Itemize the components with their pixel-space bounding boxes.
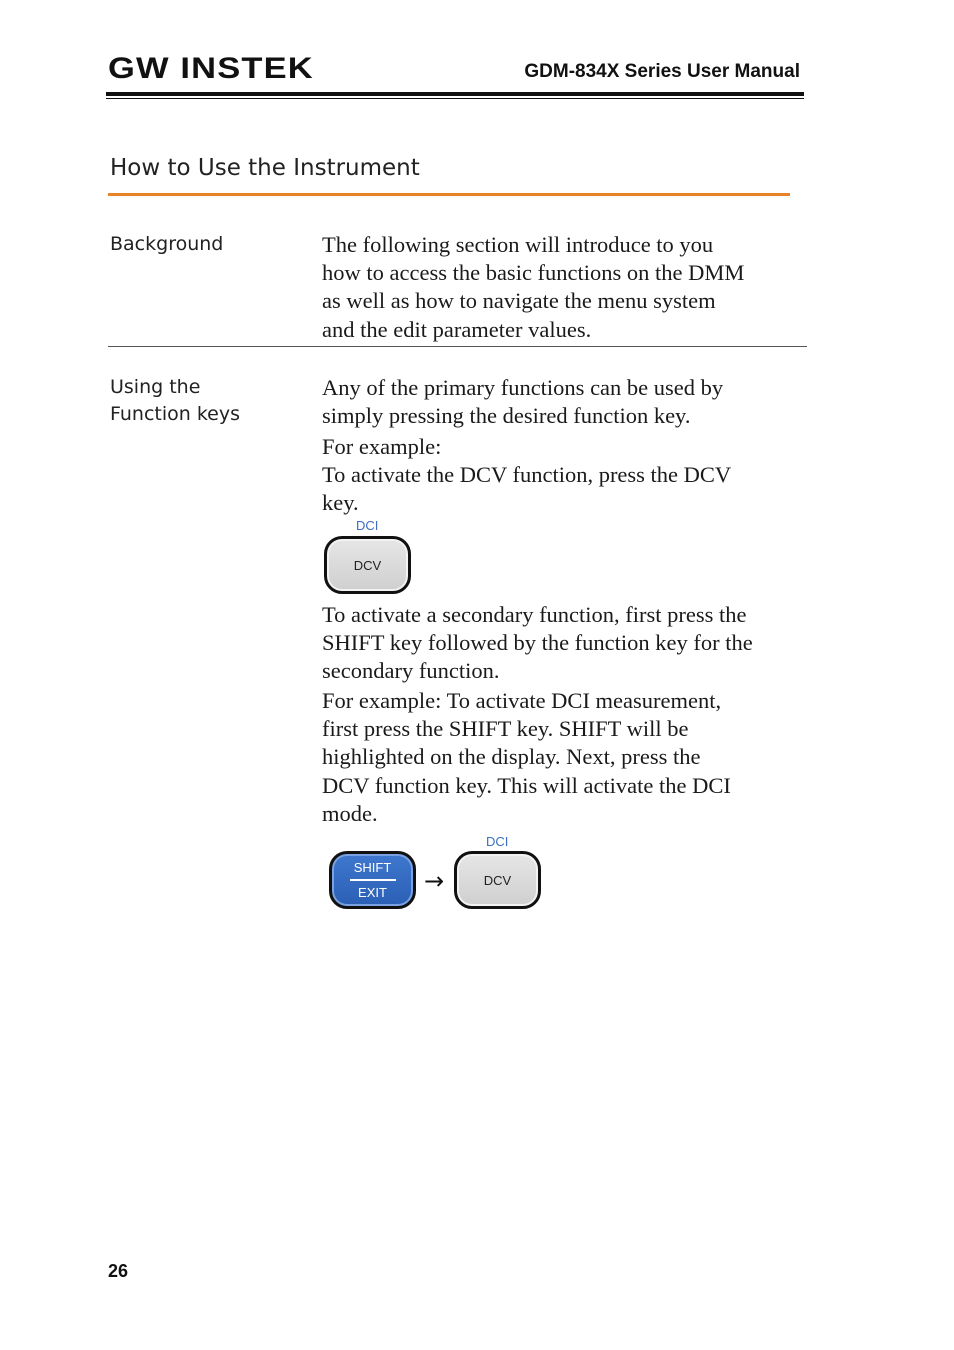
section-title: How to Use the Instrument xyxy=(110,155,420,181)
row-divider xyxy=(108,346,807,347)
function-keys-paragraph-4: For example: To activate DCI measurement, first press the SHIFT key. SHIFT will be highlighted on the display. Next, press the DCV function key. This will activate the DCI mode. xyxy=(322,688,731,826)
manual-title: GDM-834X Series User Manual xyxy=(524,61,800,82)
section-rule xyxy=(108,193,790,196)
dcv-key[interactable] xyxy=(324,536,411,594)
shift-exit-key[interactable] xyxy=(329,851,416,909)
function-keys-paragraph-1: Any of the primary functions can be used by simply pressing the desired function key. xyxy=(322,375,724,429)
brand-logo: GW INSTEK xyxy=(108,52,314,85)
row-label-function-keys: Using the Function keys xyxy=(110,376,241,425)
dcv-key-2-secondary-label: DCI xyxy=(486,834,509,849)
shift-key-label: SHIFT xyxy=(353,860,392,875)
function-keys-paragraph-2: For example: To activate the DCV function, press the DCV key. xyxy=(322,434,732,516)
dcv-key-2-label: DCV xyxy=(483,872,512,888)
row-label-background: Background xyxy=(110,233,224,255)
dcv-key-2[interactable] xyxy=(454,851,541,909)
background-paragraph: The following section will introduce to you how to access the basic functions on the DMM as well as how to navigate the menu system and the edit parameter values. xyxy=(322,232,745,342)
page-number: 26 xyxy=(108,1261,129,1281)
shift-key-divider xyxy=(350,879,396,881)
right-arrow-icon: → xyxy=(424,867,445,895)
dcv-key-label: DCV xyxy=(353,557,382,573)
header-rule-thin xyxy=(106,98,804,99)
exit-key-label: EXIT xyxy=(358,885,387,900)
function-keys-paragraph-3: To activate a secondary function, first press the SHIFT key followed by the function key for the secondary function. xyxy=(322,602,753,684)
dcv-key-secondary-label: DCI xyxy=(356,518,379,533)
header-rule xyxy=(106,92,804,96)
